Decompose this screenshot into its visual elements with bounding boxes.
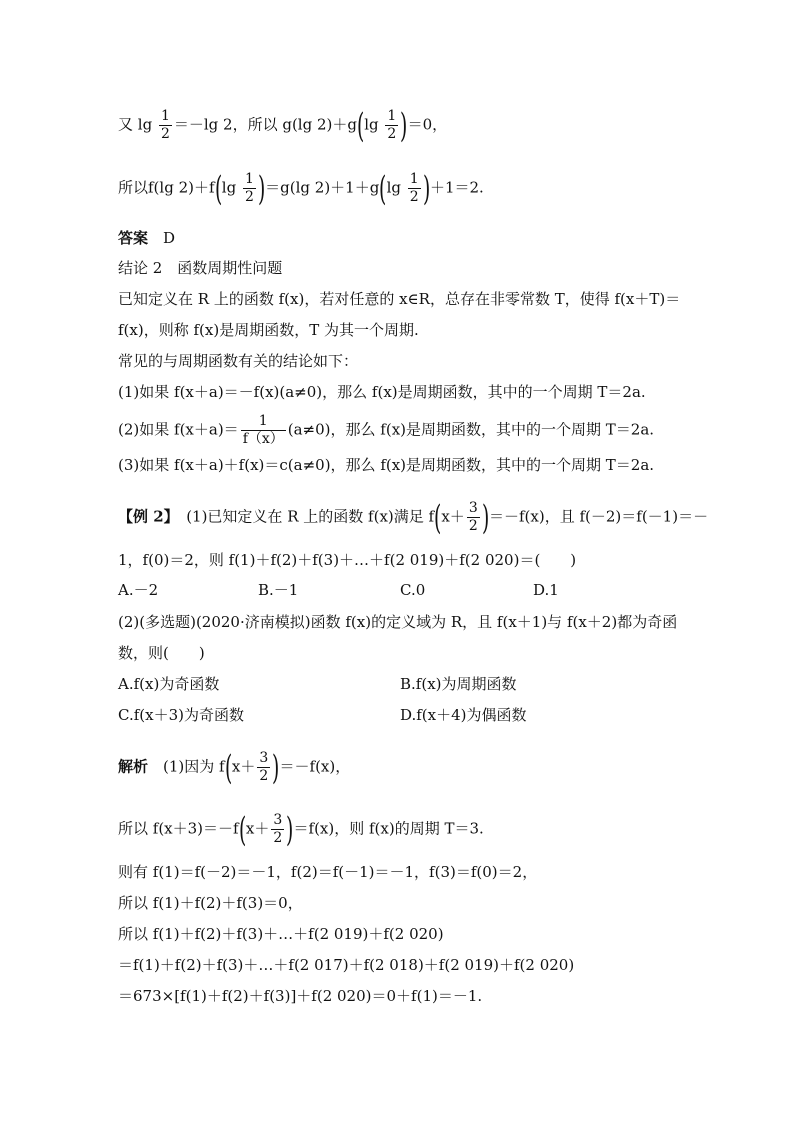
fraction: $\frac{1}{2}$: [244, 171, 254, 205]
answer-label: 答案: [118, 229, 149, 247]
conclusion-title: 结论 2 函数周期性问题: [118, 259, 283, 277]
solution-2-line-7: ＝673×[f(1)＋f(2)＋f(3)]＋f(2 020)＝0＋f(1)＝－1.: [118, 987, 483, 1005]
fraction: $\frac{3}{2}$: [468, 500, 478, 534]
text: (2)如果 f(x＋a)＝: [118, 420, 239, 439]
text: x＋: [441, 507, 465, 526]
text: lg: [386, 178, 406, 197]
text: x＋: [245, 819, 270, 838]
solution-line-2: 所以f(lg 2)＋f(lg $\frac{1}{2}$ )＝g(lg 2)＋1＋g(lg $\frac{1}{2}$ )＋1＝2.: [118, 168, 484, 209]
option-c: C.0: [400, 581, 426, 599]
fraction: $\frac{1}{f(x)}$: [242, 413, 284, 447]
fraction: $\frac{3}{2}$: [259, 750, 269, 784]
solution-line-1: 又 lg $\frac{1}{2}$ ＝－lg 2，所以 g(lg 2)＋g(lg $\frac{1}{2}$ )＝0，: [118, 105, 448, 146]
solution-label: 解析: [118, 757, 149, 776]
option-b: B.－1: [258, 581, 299, 599]
text: 所以f(lg 2)＋f: [118, 178, 215, 197]
example-label: 【例 2】: [118, 507, 172, 526]
text: lg: [364, 115, 384, 134]
text: ＝－f(x)，且 f(－2)＝f(－1)＝－: [489, 507, 709, 526]
text: ＝g(lg 2)＋1＋g: [265, 178, 380, 197]
options-row-1: [118, 580, 678, 600]
text: (a≠0)，那么 f(x)是周期函数，其中的一个周期 T＝2a.: [287, 420, 655, 439]
text: 又 lg: [118, 115, 157, 134]
solution-2-line-2: 所以 f(x＋3)＝－f(x＋ $\frac{3}{2}$ )＝f(x)，则 f(x)的周期 T＝3.: [118, 809, 484, 850]
option-b: B.f(x)为周期函数: [400, 675, 517, 693]
question-2-line-2: 数，则( ): [118, 644, 205, 662]
definition-line-2: f(x)，则称 f(x)是周期函数，T 为其一个周期.: [118, 321, 419, 339]
text: ＝－f(x)，: [279, 757, 351, 776]
solution-2-line-5: 所以 f(1)＋f(2)＋f(3)＋…＋f(2 019)＋f(2 020): [118, 925, 444, 943]
question-2-line-1: (2)(多选题)(2020·济南模拟)函数 f(x)的定义域为 R，且 f(x＋1)与 f(x＋2)都为奇函: [118, 613, 678, 631]
text: ＋1＝2.: [429, 178, 484, 197]
solution-2-line-1: 解析 (1)因为 f(x＋ $\frac{3}{2}$ )＝－f(x)，: [118, 747, 351, 788]
answer-line: [118, 228, 175, 248]
answer-value: D: [163, 229, 176, 247]
text: 所以 f(x＋3)＝－f: [118, 819, 239, 838]
text: (1)因为 f: [163, 757, 225, 776]
option-d: D.1: [533, 581, 559, 599]
text: ＝－lg 2，所以 g(lg 2)＋g: [173, 115, 357, 134]
option-d: D.f(x＋4)为偶函数: [400, 706, 527, 724]
text: ＝f(x)，则 f(x)的周期 T＝3.: [293, 819, 484, 838]
solution-2-line-4: 所以 f(1)＋f(2)＋f(3)＝0，: [118, 894, 303, 912]
conclusion-item-1: (1)如果 f(x＋a)＝－f(x)(a≠0)，那么 f(x)是周期函数，其中的一个周期 T＝2a.: [118, 383, 646, 401]
text: x＋: [231, 757, 256, 776]
options-row-3: [118, 705, 678, 725]
option-a: A.－2: [118, 581, 159, 599]
text: lg: [221, 178, 241, 197]
solution-2-line-6: ＝f(1)＋f(2)＋f(3)＋…＋f(2 017)＋f(2 018)＋f(2 019)＋f(2 020): [118, 956, 575, 974]
fraction: $\frac{3}{2}$: [273, 812, 283, 846]
conclusion-item-2: [118, 413, 654, 448]
definition-line-1: 已知定义在 R 上的函数 f(x)，若对任意的 x∈R，总存在非零常数 T，使得 f(x＋T)＝: [118, 290, 681, 308]
example-line-2: 1，f(0)＝2，则 f(1)＋f(2)＋f(3)＋…＋f(2 019)＋f(2 020)＝( ): [118, 551, 577, 569]
example-line-1: 【例 2】 (1)已知定义在 R 上的函数 f(x)满足 f(x＋ $\frac{3}{2}$ )＝－f(x)，且 f(－2)＝f(－1)＝－: [118, 497, 709, 538]
solution-2-line-3: 则有 f(1)＝f(－2)＝－1，f(2)＝f(－1)＝－1，f(3)＝f(0)＝2，: [118, 863, 538, 881]
fraction: $\frac{1}{2}$: [387, 108, 397, 142]
text: (1)已知定义在 R 上的函数 f(x)满足 f: [186, 507, 435, 526]
option-c: C.f(x＋3)为奇函数: [118, 706, 244, 724]
conclusion-item-3: (3)如果 f(x＋a)＋f(x)＝c(a≠0)，那么 f(x)是周期函数，其中的一个周期 T＝2a.: [118, 456, 655, 474]
fraction: $\frac{1}{2}$: [160, 108, 170, 142]
option-a: A.f(x)为奇函数: [118, 675, 220, 693]
fraction: $\frac{1}{2}$: [409, 171, 419, 205]
text: ＝0，: [407, 115, 448, 134]
options-row-2: [118, 674, 678, 694]
intro-line: 常见的与周期函数有关的结论如下：: [118, 352, 359, 370]
